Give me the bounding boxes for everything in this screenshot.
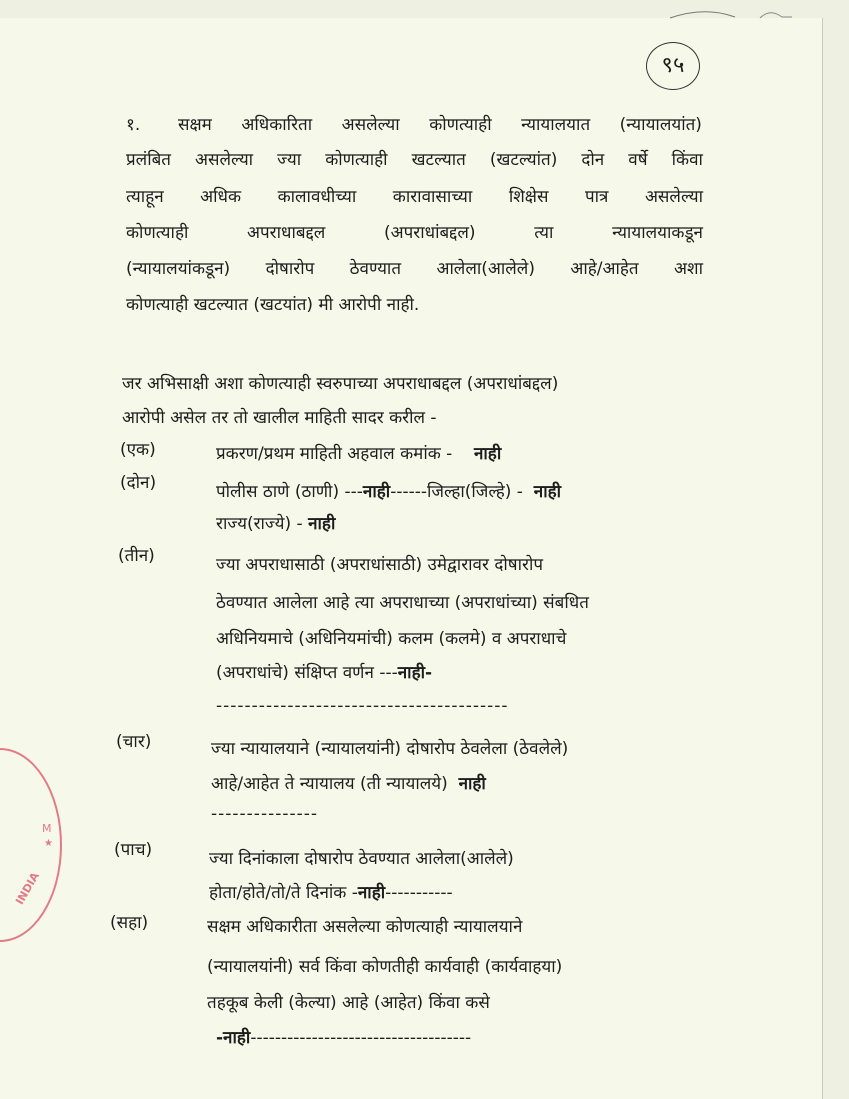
- item-1-label: (एक): [120, 440, 156, 460]
- item-3-line-4: (अपराधांचे) संक्षिप्त वर्णन ---नाही-: [216, 663, 433, 683]
- para1-line-5: (न्यायालयांकडून) दोषारोप ठेवण्यात आलेला(आलेले) आहे/आहेत अशा: [126, 259, 703, 279]
- page-number: ९५: [646, 42, 700, 90]
- para1-line-1: सक्षम अधिकारिता असलेल्या कोणत्याही न्यायालयात (न्यायालयांत): [178, 115, 702, 135]
- item-6-line-3: तहकूब केली (केल्या) आहे (आहेत) किंवा कसे: [207, 993, 490, 1013]
- item-2-line-1: पोलीस ठाणे (ठाणी) ---नाही------जिल्हा(जिल्हे) - नाही: [216, 482, 562, 502]
- para1-line-3: त्याहून अधिक कालावधीच्या कारावासाच्या शिक्षेस पात्र असलेल्या: [126, 187, 703, 207]
- para1-line-2: प्रलंबित असलेल्या ज्या कोणत्याही खटल्यात (खटल्यांत) दोन वर्षे किंवा: [126, 150, 703, 170]
- item-3-line-1: ज्या अपराधासाठी (अपराधांसाठी) उमेद्वारावर दोषारोप: [216, 555, 544, 575]
- item-5-line-2: होता/होते/तो/ते दिनांक -नाही-----------: [209, 883, 453, 903]
- para1-number: १.: [126, 115, 141, 135]
- item-2-line-2: राज्य(राज्ये) - नाही: [216, 514, 336, 534]
- item-1-answer: नाही: [473, 444, 502, 464]
- item-6-line-4: -नाही------------------------------------: [216, 1028, 472, 1048]
- item-3-line-3: अधिनियमाचे (अधिनियमांची) कलम (कलमे) व अपराधाचे: [216, 629, 567, 649]
- item-6-line-1: सक्षम अधिकारीता असलेल्या कोणत्याही न्यायालयाने: [207, 917, 523, 937]
- item-4-line-2: आहे/आहेत ते न्यायालय (ती न्यायालये) नाही: [211, 774, 486, 794]
- item-5-label: (पाच): [114, 840, 153, 860]
- para1-line-4: कोणत्याही अपराधाबद्दल (अपराधांबद्दल) त्या न्यायालयाकडून: [126, 223, 703, 243]
- item-2-label: (दोन): [120, 473, 157, 493]
- item-1-text: प्रकरण/प्रथम माहिती अहवाल कमांक - नाही: [216, 444, 502, 464]
- item-5-line-1: ज्या दिनांकाला दोषारोप ठेवण्यात आलेला(आलेले): [209, 849, 514, 869]
- item-4-dash: ---------------: [211, 804, 319, 824]
- para2-line-2: आरोपी असेल तर तो खालील माहिती सादर करील -: [122, 408, 437, 428]
- item-3-line-2: ठेवण्यात आलेला आहे त्या अपराधाच्या (अपराधांच्या) संबधित: [216, 593, 589, 613]
- stamp-text-india: INDIA: [13, 870, 42, 907]
- item-6-label: (सहा): [110, 913, 149, 933]
- item-4-label: (चार): [116, 732, 152, 752]
- item-6-line-2: (न्यायालयांनी) सर्व किंवा कोणतीही कार्यवाही (कार्यवाहया): [207, 957, 563, 977]
- para2-line-1: जर अभिसाक्षी अशा कोणत्याही स्वरुपाच्या अपराधाबद्दल (अपराधांबद्दल): [122, 374, 559, 394]
- item-3-label: (तीन): [118, 546, 155, 566]
- para1-line-6: कोणत्याही खटल्यात (खटयांत) मी आरोपी नाही.: [126, 295, 420, 315]
- item-3-dash: -----------------------------------------: [216, 696, 509, 716]
- top-scribble: [520, 8, 840, 22]
- item-4-line-1: ज्या न्यायालयाने (न्यायालयांनी) दोषारोप ठेवलेला (ठेवलेले): [211, 739, 569, 759]
- seal-stamp: M INDIA ★: [0, 748, 62, 942]
- stamp-text-m: M: [42, 822, 52, 835]
